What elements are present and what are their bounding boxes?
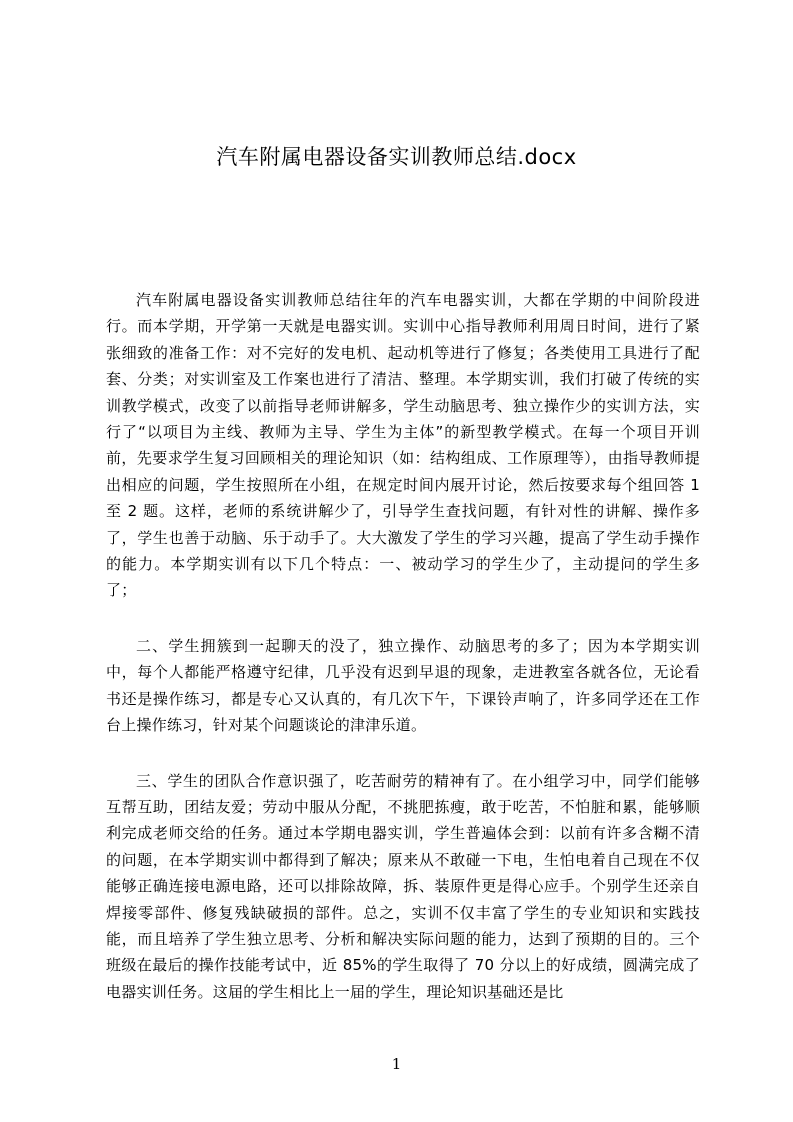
document-body	[106, 287, 700, 1005]
paragraph-spacer	[106, 604, 700, 633]
paragraph-1: 汽车附属电器设备实训教师总结往年的汽车电器实训，大都在学期的中间阶段进行。而本学期，开学第一天就是电器实训。实训中心指导教师利用周日时间，进行了紧张细致的准备工作：对不完好的发电机、起动机等进行了修复；各类使用工具进行了配套、分类；对实训室及工作案也进行了清洁、整理。本学期实训，我们打破了传统的实训教学模式，改变了以前指导老师讲解多，学生动脑思考、独立操作少的实训方法，实行了“以项目为主线、教师为主导、学生为主体”的新型教学模式。在每一个项目开训前，先要求学生复习回顾相关的理论知识（如：结构组成、工作原理等），由指导教师提出相应的问题，学生按照所在小组，在规定时间内展开讨论，然后按要求每个组回答 1 至 2 题。这样，老师的系统讲解少了，引导学生查找问题，有针对性的讲解、操作多了，学生也善于动脑、乐于动手了。大大激发了学生的学习兴趣，提高了学生动手操作的能力。本学期实训有以下几个特点：一、被动学习的学生少了，主动提问的学生多了；	[106, 291, 700, 600]
paragraph-2: 二、学生拥簇到一起聊天的没了，独立操作、动脑思考的多了；因为本学期实训中，每个人都能严格遵守纪律，几乎没有迟到早退的现象，走进教室各就各位，无论看书还是操作练习，都是专心又认真的，有几次下午，下课铃声响了，许多同学还在工作台上操作练习，针对某个问题谈论的津津乐道。	[106, 636, 700, 735]
paragraph-spacer	[106, 739, 700, 768]
document-title: 汽车附属电器设备实训教师总结.docx	[216, 145, 577, 169]
page-number: 1	[391, 1055, 402, 1073]
paragraph-3: 三、学生的团队合作意识强了，吃苦耐劳的精神有了。在小组学习中，同学们能够互帮互助，团结友爱；劳动中服从分配，不挑肥拣瘦，敢于吃苦，不怕脏和累，能够顺利完成老师交给的任务。通过本学期电器实训，学生普遍体会到：以前有许多含糊不清的问题，在本学期实训中都得到了解决；原来从不敢碰一下电，生怕电着自己现在不仅能够正确连接电源电路，还可以排除故障，拆、装原件更是得心应手。个别学生还亲自焊接零部件、修复残缺破损的部件。总之，实训不仅丰富了学生的专业知识和实践技能，而且培养了学生独立思考、分析和解决实际问题的能力，达到了预期的目的。三个班级在最后的操作技能考试中，近 85%的学生取得了 70 分以上的好成绩，圆满完成了电器实训任务。这届的学生相比上一届的学生，理论知识基础还是比	[106, 771, 700, 1001]
